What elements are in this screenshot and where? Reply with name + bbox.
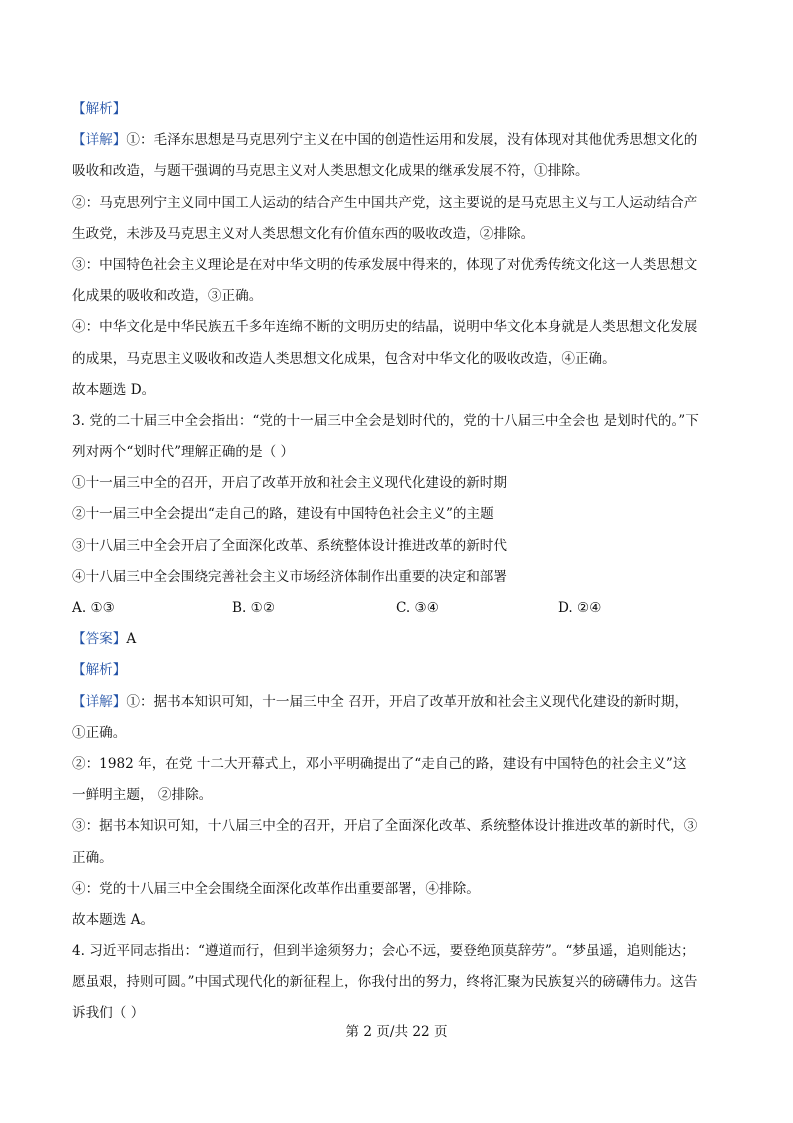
explanation-line: ②：1982 年，在党 十二大开幕式上，邓小平明确提出了“走自己的路，建设有中国特色的社会主义”这 bbox=[72, 755, 687, 772]
option-d: D. ②④ bbox=[558, 600, 602, 616]
explanation-line: 生政党，未涉及马克思主义对人类思想文化有价值东西的吸收改造，②排除。 bbox=[72, 225, 535, 242]
explanation-line: 吸收和改造，与题干强调的马克思主义对人类思想文化成果的继承发展不符，①排除。 bbox=[72, 163, 589, 180]
explanation-line bbox=[72, 687, 724, 718]
detail-tag: 【详解】 bbox=[72, 132, 127, 149]
explanation-line: ②：马克思列宁主义同中国工人运动的结合产生中国共产党，这主要说的是马克思主义与工人运动结合产 bbox=[72, 194, 698, 211]
option-a: A. ①③ bbox=[72, 600, 115, 616]
answer-value: A bbox=[126, 631, 137, 648]
answer-options bbox=[72, 593, 724, 624]
explanation-line: ③：中国特色社会主义理论是在对中华文明的传承发展中得来的，体现了对优秀传统文化这一人类思想文 bbox=[72, 256, 698, 273]
statement-item: ③十八届三中全会开启了全面深化改革、系统整体设计推进改革的新时代 bbox=[72, 537, 507, 554]
question-stem: 3. 党的二十届三中全会指出：“党的十一届三中全会是划时代的，党的十八届三中全会也 是划时代的。”下 bbox=[72, 412, 699, 429]
answer-line bbox=[72, 624, 724, 655]
explanation-text: ①：毛泽东思想是马克思列宁主义在中国的创造性运用和发展，没有体现对其他优秀思想文化的 bbox=[126, 132, 698, 149]
question-stem: 列对两个“划时代”理解正确的是（ ） bbox=[72, 444, 295, 461]
analysis-label bbox=[72, 655, 724, 686]
explanation-line: 正确。 bbox=[72, 849, 113, 866]
conclusion-line: 故本题选 D。 bbox=[72, 381, 156, 398]
answer-tag: 【答案】 bbox=[72, 631, 127, 648]
option-b: B. ①② bbox=[232, 600, 276, 616]
page-number-footer: 第 2 页/共 22 页 bbox=[345, 1024, 448, 1040]
explanation-line: ④：中华文化是中华民族五千多年连绵不断的文明历史的结晶，说明中华文化本身就是人类思想文化发展 bbox=[72, 319, 698, 336]
page-content bbox=[72, 94, 724, 1030]
question-stem: 愿虽艰，持则可圆。”中国式现代化的新征程上，你我付出的努力，终将汇聚为民族复兴的磅礴伟力。这告 bbox=[72, 974, 698, 991]
explanation-line: 一鲜明主题， ②排除。 bbox=[72, 787, 213, 804]
statement-item: ①十一届三中全的召开，开启了改革开放和社会主义现代化建设的新时期 bbox=[72, 475, 507, 492]
explanation-line: ③：据书本知识可知，十八届三中全的召开，开启了全面深化改革、系统整体设计推进改革的新时代，③ bbox=[72, 818, 698, 835]
analysis-tag: 【解析】 bbox=[72, 101, 127, 117]
explanation-text: ①：据书本知识可知，十一届三中全 召开，开启了改革开放和社会主义现代化建设的新时期， bbox=[126, 693, 689, 710]
option-c: C. ③④ bbox=[396, 600, 439, 616]
statement-item: ②十一届三中全会提出“走自己的路，建设有中国特色社会主义”的主题 bbox=[72, 506, 494, 523]
explanation-line: 的成果，马克思主义吸收和改造人类思想文化成果，包含对中华文化的吸收改造，④正确。 bbox=[72, 350, 616, 367]
detail-tag: 【详解】 bbox=[72, 693, 127, 710]
analysis-label bbox=[72, 94, 724, 125]
question-stem: 诉我们（ ） bbox=[72, 1005, 145, 1022]
statement-item: ④十八届三中全会围绕完善社会主义市场经济体制作出重要的决定和部署 bbox=[72, 568, 507, 585]
question-stem: 4. 习近平同志指出：“遵道而行，但到半途须努力；会心不远，要登绝顶莫辞劳”。“梦虽遥，追则能达； bbox=[72, 943, 695, 960]
explanation-line: ①正确。 bbox=[72, 724, 127, 741]
explanation-line: 化成果的吸收和改造，③正确。 bbox=[72, 288, 263, 305]
explanation-line: ④：党的十八届三中全会围绕全面深化改革作出重要部署，④排除。 bbox=[72, 880, 480, 897]
explanation-line bbox=[72, 125, 724, 156]
conclusion-line: 故本题选 A。 bbox=[72, 911, 155, 928]
analysis-tag: 【解析】 bbox=[72, 662, 127, 679]
